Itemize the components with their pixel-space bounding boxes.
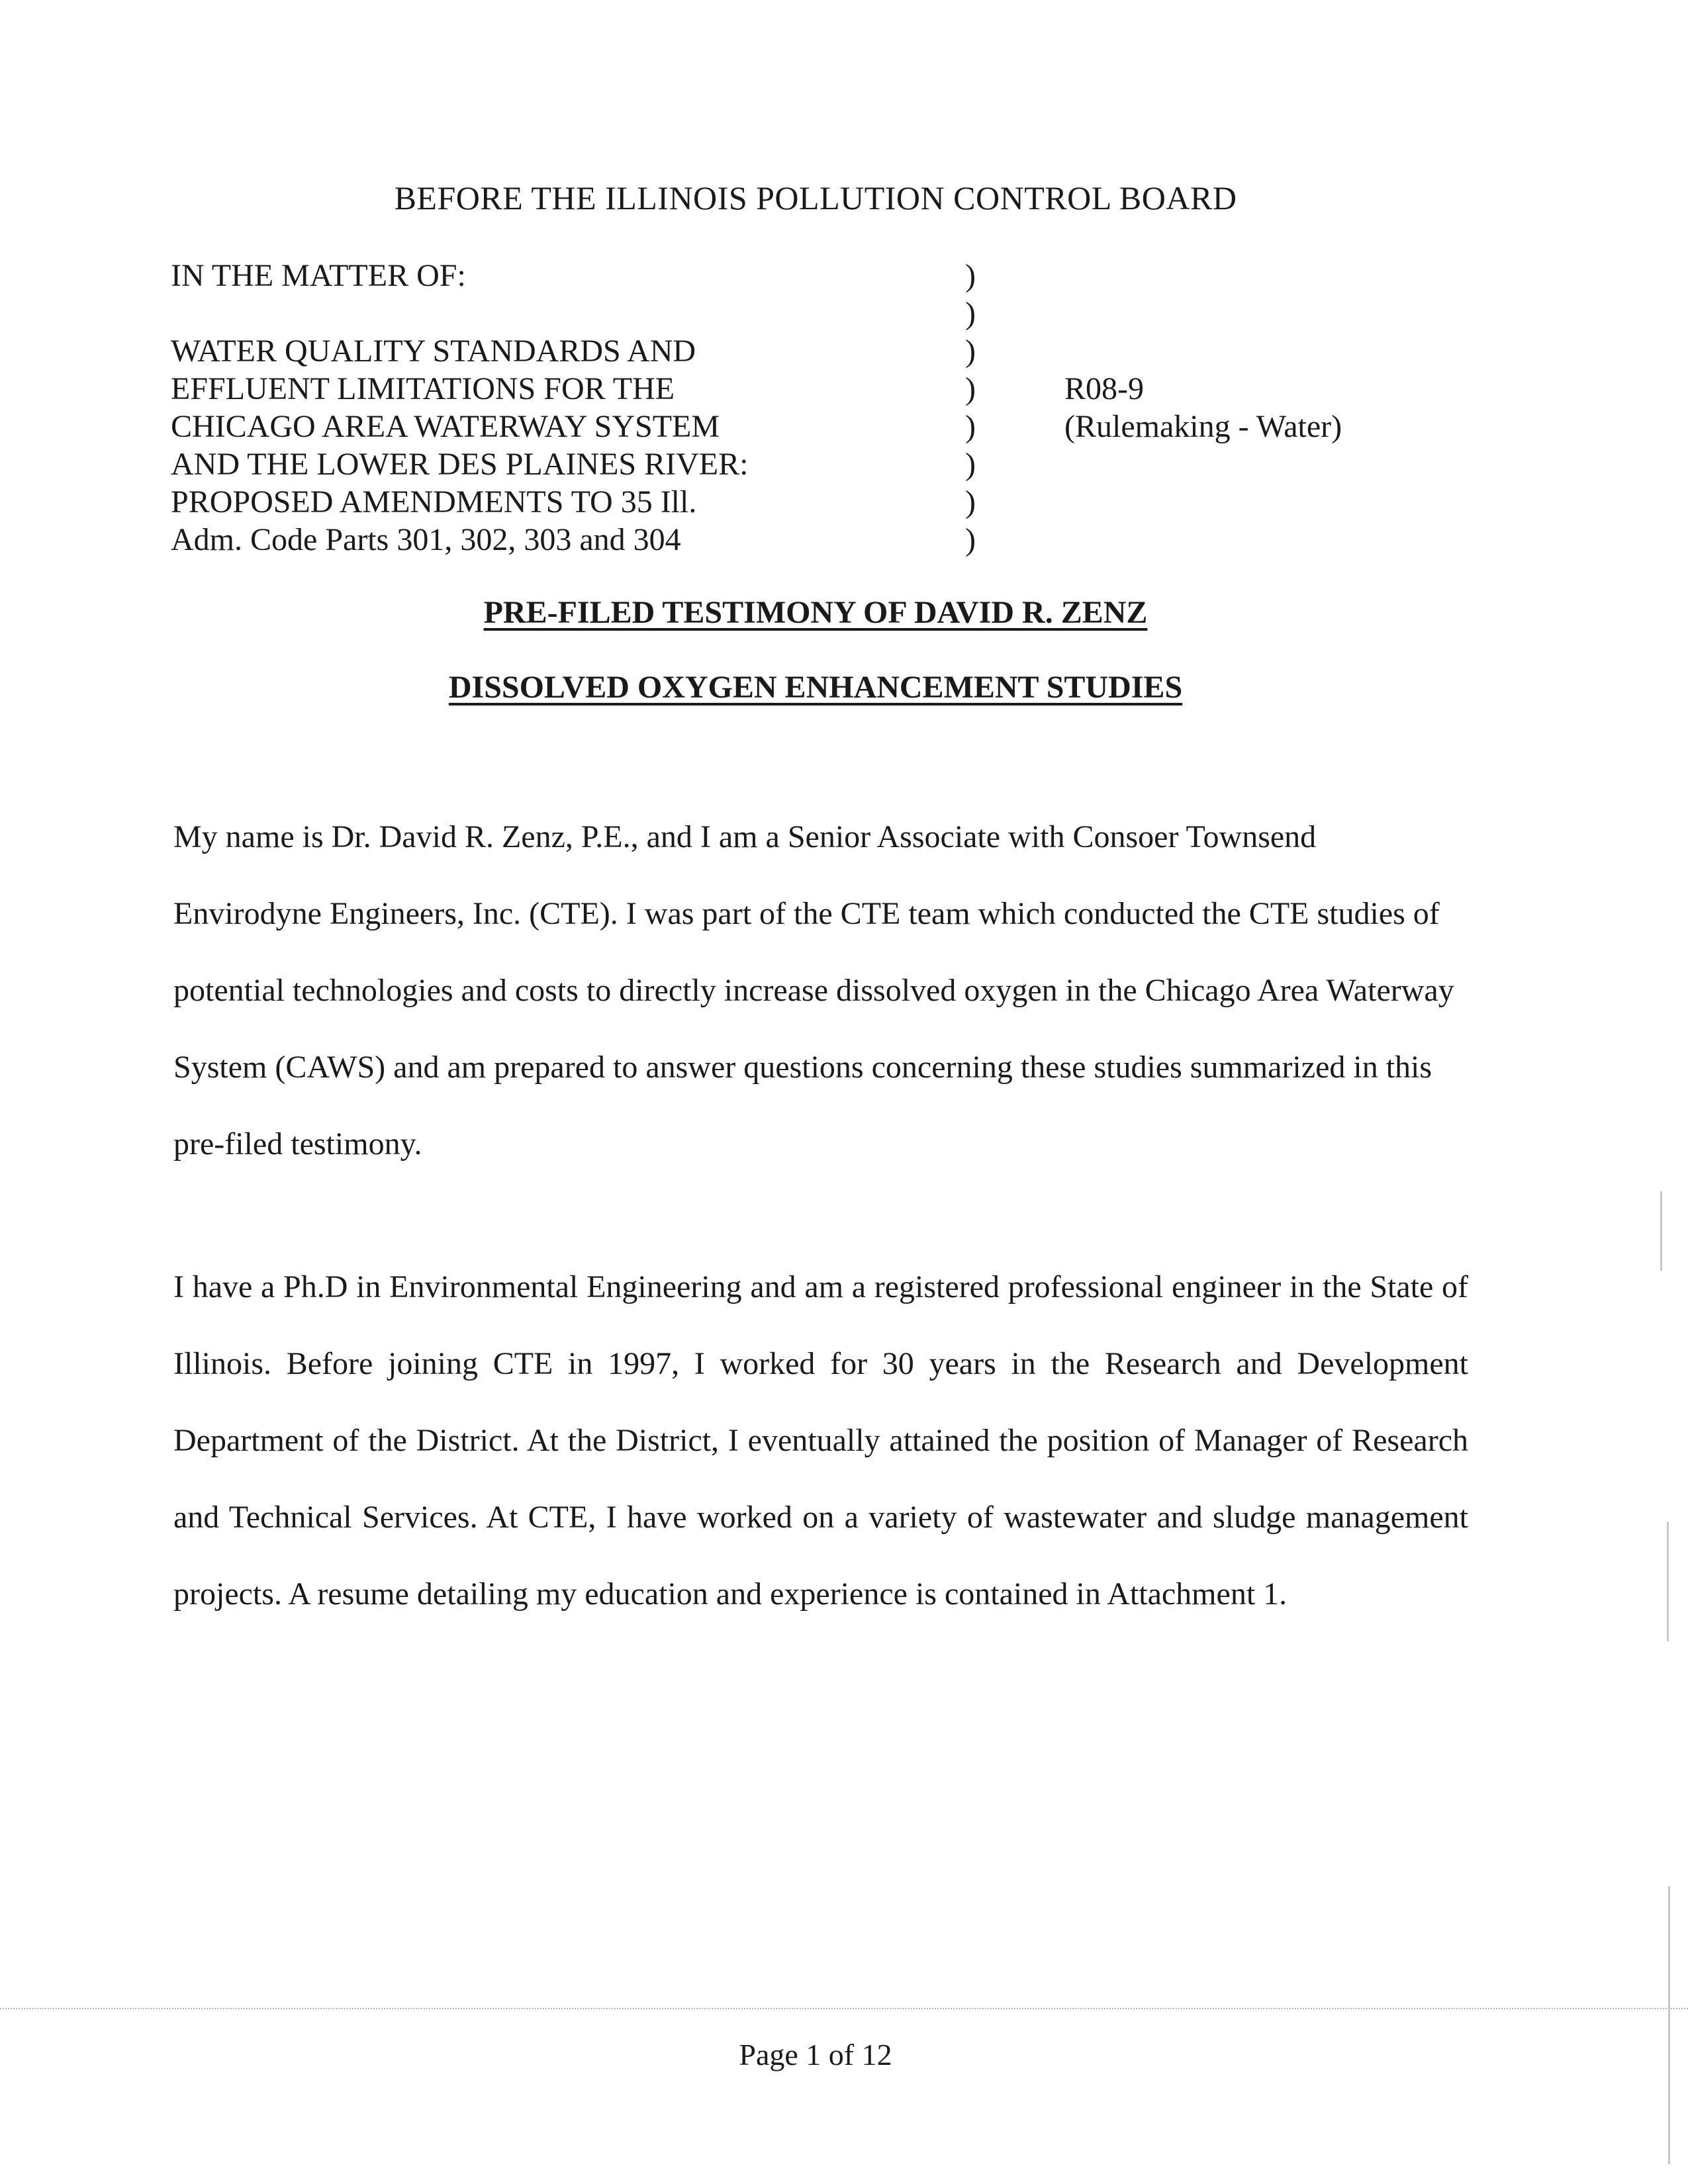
scan-artifact — [1660, 1191, 1662, 1271]
matter-line: WATER QUALITY STANDARDS AND — [171, 334, 696, 369]
caption-spacer — [171, 295, 748, 332]
caption-parenthesis: ) — [965, 334, 976, 369]
docket-type: (Rulemaking - Water) — [1064, 409, 1342, 444]
testimony-title: PRE-FILED TESTIMONY OF DAVID R. ZENZ — [483, 595, 1148, 630]
footer-divider — [0, 2008, 1688, 2009]
docket-info — [1064, 370, 1342, 445]
matter-line: Adm. Code Parts 301, 302, 303 and 304 — [171, 522, 681, 557]
matter-line: AND THE LOWER DES PLAINES RIVER: — [171, 447, 749, 482]
caption-parenthesis: ) — [965, 484, 976, 520]
case-caption-matter — [171, 257, 748, 559]
caption-parenthesis: ) — [965, 409, 976, 444]
matter-line: EFFLUENT LIMITATIONS FOR THE — [171, 371, 675, 406]
study-title: DISSOLVED OXYGEN ENHANCEMENT STUDIES — [448, 670, 1183, 705]
matter-line: PROPOSED AMENDMENTS TO 35 Ill. — [171, 484, 697, 520]
matter-line: CHICAGO AREA WATERWAY SYSTEM — [171, 409, 720, 444]
scan-artifact — [1667, 1522, 1669, 1641]
board-title: BEFORE THE ILLINOIS POLLUTION CONTROL BOARD — [394, 179, 1237, 216]
scan-artifact — [1668, 1886, 1670, 2164]
body-paragraph-introduction: My name is Dr. David R. Zenz, P.E., and I am a Senior Associate with Consoer Townsend Envirodyne Engineers, Inc. (CTE). I was part of the CTE team which conducted the CTE studies of potential technologies and costs to directly increase dissolved oxygen in the Chicago Area Waterway System (CAWS) and am prepared to answer questions concerning these studies summarized in this pre-filed testimony. — [173, 819, 1454, 1161]
caption-parenthesis: ) — [965, 258, 976, 293]
matter-label: IN THE MATTER OF: — [171, 258, 466, 293]
caption-parenthesis: ) — [965, 522, 976, 557]
docket-number: R08-9 — [1064, 371, 1144, 406]
body-paragraph-qualifications: I have a Ph.D in Environmental Engineering and am a registered professional engineer in the State of Illinois. Before joining CTE in 1997, I worked for 30 years in the Research and Development Department of the District. At the District, I eventually attained the position of Manager of Research and Technical Services. At CTE, I have worked on a variety of wastewater and sludge management projects. A resume detailing my education and experience is contained in Attachment 1. — [173, 1269, 1468, 1612]
page-number: Page 1 of 12 — [739, 2038, 892, 2071]
caption-parenthesis: ) — [965, 447, 976, 482]
caption-parenthesis: ) — [965, 371, 976, 406]
caption-parenthesis: ) — [965, 296, 976, 331]
caption-parenthesis-column — [965, 257, 976, 559]
